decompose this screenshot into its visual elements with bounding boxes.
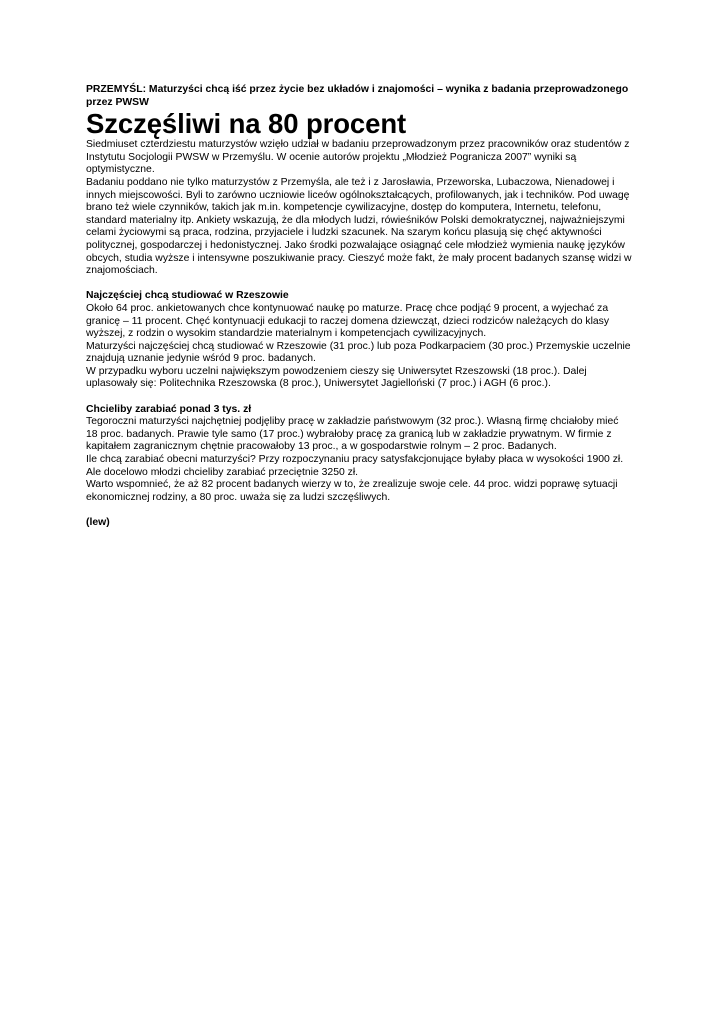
section-heading-studies: Najczęściej chcą studiować w Rzeszowie — [86, 290, 289, 302]
section-paragraph: Maturzyści najczęściej chcą studiować w Rzeszowie (31 proc.) lub poza Podkarpaciem (30 proc.) Przemyskie uczelnie znajdują uznanie jedynie wśród 9 proc. badanych. — [86, 340, 631, 365]
author-signature: (lew) — [86, 517, 110, 528]
article-title: Szczęśliwi na 80 procent — [86, 108, 407, 140]
section-paragraph: W przypadku wyboru uczelni największym powodzeniem cieszy się Uniwersytet Rzeszowski (18 proc.). Dalej uplasowały się: Politechnika Rzeszowska (8 proc.), Uniwersytet Jagielloński (7 proc.) i AGH (6 proc.). — [86, 365, 587, 390]
intro-paragraph: Siedmiuset czterdziestu maturzystów wzięło udział w badaniu przeprowadzonym przez pracowników oraz studentów z Instytutu Socjologii PWSW w Przemyślu. W ocenie autorów projektu „Młodzież Pogranicza 2007” wyniki są optymistyczne. — [86, 139, 630, 176]
article — [86, 84, 632, 530]
section-paragraph: Ile chcą zarabiać obecni maturzyści? Przy rozpoczynaniu pracy satysfakcjonujące byłaby płaca w wysokości 1900 zł. Ale docelowo młodzi chcieliby zarabiać przeciętnie 3250 zł. — [86, 454, 624, 478]
article-lead: PRZEMYŚL: Maturzyści chcą iść przez życie bez układów i znajomości – wynika z badania przeprowadzonego przez PWSW — [86, 84, 629, 108]
section-paragraph: Tegoroczni maturzyści najchętniej podjęliby pracę w zakładzie państwowym (32 proc.). Własną firmę chciałoby mieć 18 proc. badanych. Prawie tyle samo (17 proc.) wybrałoby pracę za granicą lub w zakładzie prywatnym. W firmie z kapitałem zagranicznym chętnie pracowałoby 13 proc., a w gospodarstwie rolnym – 2 proc. Badanych. — [86, 416, 619, 453]
section-paragraph: Około 64 proc. ankietowanych chce kontynuować naukę po maturze. Pracę chce podjąć 9 procent, a wyjechać za granicę – 11 procent. Chęć kontynuacji edukacji to raczej domena dziewcząt, dzieci rodziców należących do klasy wyższej, z rodzin o wysokim standardzie materialnym i kompetencjach cywilizacyjnych. — [86, 302, 610, 340]
section-heading-earnings: Chcieliby zarabiać ponad 3 tys. zł — [86, 403, 252, 415]
section-paragraph: Warto wspomnieć, że aż 82 procent badanych wierzy w to, że zrealizuje swoje cele. 44 proc. widzi poprawę sytuacji ekonomicznej rodziny, a 80 proc. uważa się za ludzi szczęśliwych. — [86, 479, 618, 503]
intro-paragraph: Badaniu poddano nie tylko maturzystów z Przemyśla, ale też i z Jarosławia, Przeworska, Lubaczowa, Nienadowej i innych miejscowości. Byli to zarówno uczniowie liceów ogólnokształcących, profilowanych, jak i techników. Pod uwagę brano też wiele czynników, takich jak m.in. kompetencje cywilizacyjne, dostęp do komputera, Internetu, telefonu, standard materialny itp. Ankiety wskazują, że dla młodych ludzi, rówieśników Polski demokratycznej, najważniejszymi celami życiowymi są praca, rodzina, przyjaciele i ludzki szacunek. Na szarym końcu plasują się chęć aktywności politycznej, gospodarczej i hedonistycznej. Jako środki pozwalające osiągnąć cele młodzież wymienia naukę języków obcych, studia wyższe i intensywne poszukiwanie pracy. Cieszyć może fakt, że mały procent badanych szansę widzi w znajomościach. — [86, 176, 632, 277]
